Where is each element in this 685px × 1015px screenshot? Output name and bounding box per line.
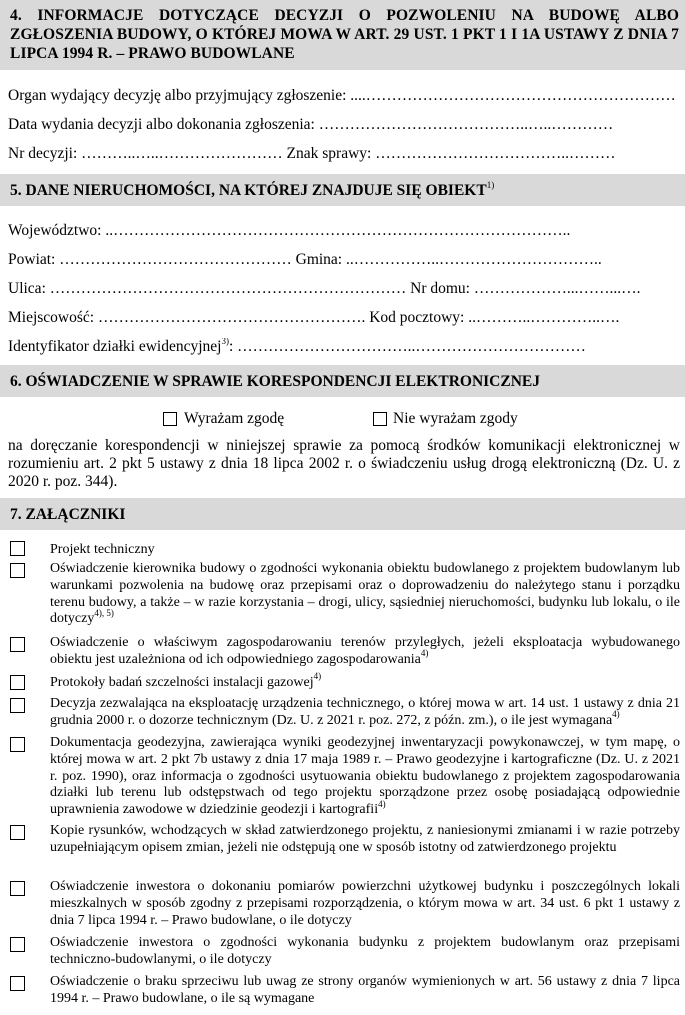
wojewodztwo-row xyxy=(8,222,680,240)
section-6-title: 6. OŚWIADCZENIE W SPRAWIE KORESPONDENCJI ELEKTRONICZNEJ xyxy=(10,373,540,390)
gmina-field[interactable]: ..……………..………………………….. xyxy=(342,251,602,268)
ulica-field[interactable]: …………………………………………………………… xyxy=(45,280,407,297)
attachment-checkbox[interactable] xyxy=(10,541,25,556)
section-5-header xyxy=(0,174,685,206)
organ-field[interactable]: ....…………………………………………………… xyxy=(346,87,676,104)
attachment-checkbox[interactable] xyxy=(10,637,25,652)
miejscowosc-row xyxy=(8,309,680,327)
section-5-title-wrap xyxy=(10,181,679,200)
data-label: Data wydania decyzji albo dokonania zgłoszenia: xyxy=(8,116,315,133)
kod-pocztowy-field[interactable]: ..………..…………..…. xyxy=(464,309,620,326)
wojewodztwo-field[interactable]: ..…………………………………………………………………………….. xyxy=(101,222,571,239)
organ-row xyxy=(8,87,680,105)
section-6-header xyxy=(0,365,685,397)
data-row xyxy=(8,116,680,134)
section-7-title: 7. ZAŁĄCZNIKI xyxy=(10,506,126,523)
attachment-checkbox[interactable] xyxy=(10,825,25,840)
nr-decyzji-row xyxy=(8,145,680,163)
attachment-text: Decyzja zezwalająca na eksploatację urządzenia technicznego, o której mowa w art. 14 ust. 1 ustawy z dnia 21 grudnia 2000 r. o dozorze technicznym (Dz. U. z 2021 r. poz. 272, z późn. zm.), o ile jest wymagana$^{4)}$ xyxy=(50,696,680,728)
powiat-row xyxy=(8,251,680,269)
attachment-text: Oświadczenie o właściwym zagospodarowaniu terenów przyległych, jeżeli eksploatacja wybudowanego obiektu jest uzależniona od ich odpowiedniego zagospodarowania$^{4)}$ xyxy=(50,635,680,667)
attachment-text: Oświadczenie kierownika budowy o zgodności wykonania obiektu budowlanego z projektem budowlanym lub warunkami pozwolenia na budowę oraz przepisami oraz o doprowadzeniu do należytego stanu i porządku terenu budowy, a także – w razie korzystania – drogi, ulicy, sąsiedniej nieruchomości, budynku lub lokalu, o ile dotyczy$^{4), 5)}$ xyxy=(50,561,680,627)
consent-yes-checkbox[interactable] xyxy=(163,412,177,426)
attachment-text: Oświadczenie inwestora o dokonaniu pomiarów powierzchni użytkowej budynku i poszczególnych lokali mieszkalnych w sposób zgodny z przepisami rozporządzenia, o którym mowa w art. 34 ust. 6 pkt 1 ustawy z dnia 7 lipca 1994 r. – Prawo budowlane, o ile dotyczy xyxy=(50,879,680,928)
section-5-footnote: 1) xyxy=(486,179,495,190)
consent-no-checkbox[interactable] xyxy=(373,412,387,426)
attachment-checkbox[interactable] xyxy=(10,976,25,991)
attachment-text: Oświadczenie inwestora o zgodności wykonania budynku z projektem budowlanym oraz przepisami techniczno-budowlanymi, o ile dotyczy xyxy=(50,935,680,967)
miejscowosc-field[interactable]: ……………………………………………. xyxy=(94,309,366,326)
consent-options xyxy=(0,410,685,432)
znak-sprawy-field[interactable]: ………………………………..……… xyxy=(371,145,616,162)
attachment-checkbox[interactable] xyxy=(10,698,25,713)
nr-domu-field[interactable]: ………………...……...…. xyxy=(469,280,641,297)
dzialka-footnote: 3) xyxy=(221,338,229,346)
powiat-label: Powiat: xyxy=(8,251,56,268)
kod-pocztowy-label: Kod pocztowy: xyxy=(369,309,465,326)
organ-label: Organ wydający decyzję albo przyjmujący zgłoszenie: xyxy=(8,87,347,104)
nr-decyzji-label: Nr decyzji: xyxy=(8,145,78,162)
ulica-label: Ulica: xyxy=(8,280,46,297)
dzialka-field[interactable]: : ……………………………..…………………………… xyxy=(228,338,586,355)
dzialka-row xyxy=(8,338,680,356)
section-7-header xyxy=(0,498,685,530)
nr-decyzji-field[interactable]: ………..…..…………………… xyxy=(77,145,283,162)
dzialka-label: Identyfikator działki ewidencyjnej xyxy=(8,338,222,355)
consent-no-label: Nie wyrażam zgody xyxy=(393,410,518,427)
attachment-text: Oświadczenie o braku sprzeciwu lub uwag ze strony organów wymienionych w art. 56 ustawy z dnia 7 lipca 1994 r. – Prawo budowlane, o ile są wymagane xyxy=(50,974,680,1006)
section-4-header xyxy=(0,0,685,70)
znak-sprawy-label: Znak sprawy: xyxy=(286,145,372,162)
attachment-checkbox[interactable] xyxy=(10,563,25,578)
attachment-checkbox[interactable] xyxy=(10,737,25,752)
wojewodztwo-label: Województwo: xyxy=(8,222,102,239)
data-field[interactable]: …………………………………..…..………… xyxy=(314,116,614,133)
section-4-title: 4. INFORMACJE DOTYCZĄCE DECYZJI O POZWOLENIU NA BUDOWĘ ALBO ZGŁOSZENIA BUDOWY, O KTÓREJ MOWA W ART. 29 UST. 1 PKT 1 I 1A USTAWY Z DNIA 7 LIPCA 1994 R. – PRAWO BUDOWLANE xyxy=(10,7,679,62)
attachment-text: Protokoły badań szczelności instalacji gazowej$^{4)}$ xyxy=(50,671,322,690)
consent-paragraph: na doręczanie korespondencji w niniejszej sprawie za pomocą środków komunikacji elektronicznej w rozumieniu art. 2 pkt 5 ustawy z dnia 18 lipca 2002 r. o świadczeniu usług drogą elektroniczną (Dz. U. z 2020 r. poz. 344). xyxy=(8,437,680,490)
attachment-text: Kopie rysunków, wchodzących w skład zatwierdzonego projektu, z naniesionymi zmianami i w razie potrzeby uzupełniającym opisem zmian, jeżeli nie odstępują one w sposób istotny od zatwierdzonego projektu xyxy=(50,823,680,855)
ulica-row xyxy=(8,280,680,298)
miejscowosc-label: Miejscowość: xyxy=(8,309,95,326)
consent-yes-label: Wyrażam zgodę xyxy=(184,410,285,427)
powiat-field[interactable]: ……………………………………… xyxy=(55,251,292,268)
section-5-title: 5. DANE NIERUCHOMOŚCI, NA KTÓREJ ZNAJDUJE SIĘ OBIEKT xyxy=(10,182,487,199)
attachment-text: Projekt techniczny xyxy=(50,542,155,557)
attachment-checkbox[interactable] xyxy=(10,675,25,690)
attachment-text: Dokumentacja geodezyjna, zawierająca wyniki geodezyjnej inwentaryzacji powykonawczej, w tym mapę, o której mowa w art. 2 pkt 7b ustawy z dnia 17 maja 1989 r. – Prawo geodezyjne i kartograficzne (Dz. U. z 2021 r. poz. 1990), oraz informacja o zgodności usytuowania obiektu budowlanego z projektem zagospodarowania działki lub terenu lub odstępstwach od tego projektu sporządzone przez osobę posiadającą odpowiednie uprawnienia zawodowe w dziedzinie geodezji i kartografii$^{4)}$ xyxy=(50,735,680,818)
attachment-checkbox[interactable] xyxy=(10,937,25,952)
nr-domu-label: Nr domu: xyxy=(410,280,470,297)
attachment-checkbox[interactable] xyxy=(10,881,25,896)
gmina-label: Gmina: xyxy=(295,251,343,268)
